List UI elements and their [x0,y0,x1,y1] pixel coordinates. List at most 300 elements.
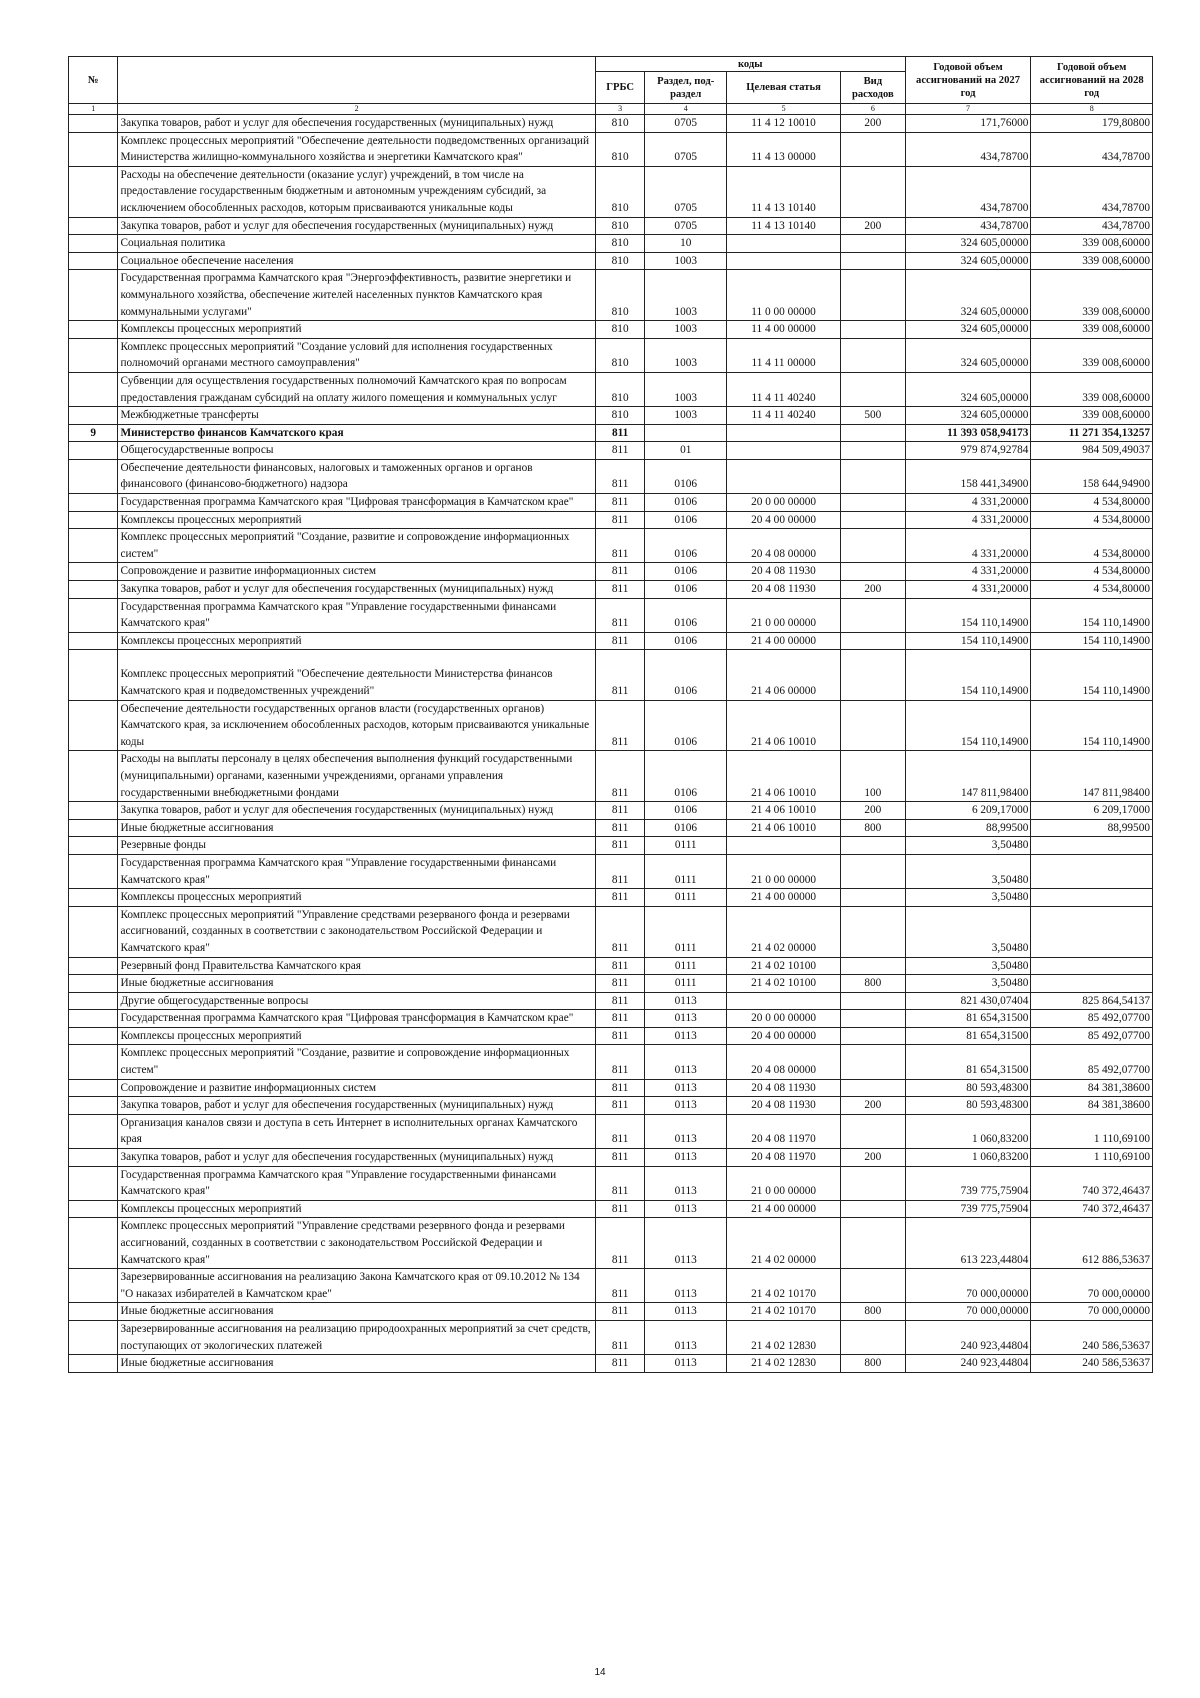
razdel-cell: 0106 [645,494,727,512]
amount-2027-cell: 88,99500 [905,819,1031,837]
target-item-cell: 20 0 00 00000 [727,494,841,512]
grbs-cell: 811 [595,581,644,599]
razdel-cell: 0106 [645,819,727,837]
grbs-cell: 810 [595,372,644,406]
row-name-cell: Комплекс процессных мероприятий "Управление средствами резерваного фонда и резервами ассигнований, созданных в соответствии с законодательством Российской Федерации и Камчатского края" [118,906,595,957]
razdel-cell: 0106 [645,563,727,581]
row-number-cell [69,563,118,581]
table-row [69,700,1153,751]
expense-type-cell: 200 [841,115,906,133]
budget-allocation-table [68,56,1153,1373]
amount-2028-cell: 339 008,60000 [1031,235,1153,253]
amount-2028-cell: 339 008,60000 [1031,372,1153,406]
table-row [69,1200,1153,1218]
amount-2027-cell: 80 593,48300 [905,1079,1031,1097]
amount-2027-cell: 80 593,48300 [905,1097,1031,1115]
expense-type-cell [841,563,906,581]
expense-type-cell: 200 [841,1097,906,1115]
column-number: 2 [118,104,595,115]
target-item-cell: 20 4 08 11930 [727,581,841,599]
amount-2028-cell: 740 372,46437 [1031,1166,1153,1200]
amount-2028-cell [1031,854,1153,888]
razdel-cell: 1003 [645,270,727,321]
table-row [69,115,1153,133]
row-name-cell: Резервный фонд Правительства Камчатского края [118,957,595,975]
grbs-cell: 811 [595,992,644,1010]
amount-2027-cell: 4 331,20000 [905,529,1031,563]
target-item-cell: 21 4 02 10170 [727,1303,841,1321]
expense-type-cell [841,235,906,253]
row-number-cell [69,321,118,339]
row-number-cell [69,975,118,993]
row-number-cell [69,957,118,975]
target-item-cell: 20 0 00 00000 [727,1010,841,1028]
amount-2028-cell: 179,80800 [1031,115,1153,133]
amount-2028-cell: 154 110,14900 [1031,632,1153,650]
grbs-cell: 810 [595,132,644,166]
razdel-cell: 0111 [645,906,727,957]
table-row [69,459,1153,493]
expense-type-cell [841,992,906,1010]
amount-2028-cell: 612 886,53637 [1031,1218,1153,1269]
razdel-cell: 0705 [645,132,727,166]
expense-type-cell [841,511,906,529]
table-row [69,563,1153,581]
expense-type-cell: 800 [841,975,906,993]
razdel-cell: 0106 [645,529,727,563]
amount-2027-cell: 979 874,92784 [905,442,1031,460]
row-name-cell: Иные бюджетные ассигнования [118,1303,595,1321]
amount-2027-cell: 81 654,31500 [905,1045,1031,1079]
amount-2027-cell: 434,78700 [905,132,1031,166]
row-name-cell: Комплексы процессных мероприятий [118,1027,595,1045]
amount-2028-cell: 339 008,60000 [1031,321,1153,339]
amount-2027-cell: 739 775,75904 [905,1200,1031,1218]
amount-2027-cell: 3,50480 [905,854,1031,888]
table-row [69,424,1153,442]
target-item-cell [727,424,841,442]
header-grbs: ГРБС [595,72,644,104]
expense-type-cell [841,1114,906,1148]
amount-2028-cell: 88,99500 [1031,819,1153,837]
target-item-cell: 11 0 00 00000 [727,270,841,321]
amount-2028-cell: 85 492,07700 [1031,1045,1153,1079]
target-item-cell [727,992,841,1010]
expense-type-cell [841,459,906,493]
target-item-cell [727,459,841,493]
amount-2027-cell: 240 923,44804 [905,1355,1031,1373]
grbs-cell: 811 [595,1079,644,1097]
table-row [69,957,1153,975]
table-row [69,837,1153,855]
expense-type-cell [841,1269,906,1303]
amount-2027-cell: 3,50480 [905,889,1031,907]
razdel-cell: 0113 [645,992,727,1010]
row-number-cell [69,1269,118,1303]
expense-type-cell: 800 [841,1355,906,1373]
row-number-cell: 9 [69,424,118,442]
grbs-cell: 810 [595,166,644,217]
amount-2027-cell: 1 060,83200 [905,1149,1031,1167]
amount-2028-cell: 339 008,60000 [1031,252,1153,270]
expense-type-cell [841,1218,906,1269]
row-number-cell [69,802,118,820]
table-row [69,252,1153,270]
row-number-cell [69,1149,118,1167]
amount-2027-cell: 324 605,00000 [905,321,1031,339]
row-name-cell: Обеспечение деятельности финансовых, налоговых и таможенных органов и органов финансового (финансово-бюджетного) надзора [118,459,595,493]
amount-2028-cell: 154 110,14900 [1031,700,1153,751]
amount-2027-cell: 821 430,07404 [905,992,1031,1010]
amount-2028-cell: 434,78700 [1031,166,1153,217]
row-name-cell: Организация каналов связи и доступа в сеть Интернет в исполнительных органах Камчатского края [118,1114,595,1148]
amount-2028-cell: 4 534,80000 [1031,563,1153,581]
row-name-cell: Межбюджетные трансферты [118,407,595,425]
row-name-cell: Государственная программа Камчатского края "Энергоэффективность, развитие энергетики и коммунального хозяйства, обеспечение жителей населенных пунктов Камчатского края коммунальными услугами" [118,270,595,321]
row-number-cell [69,1303,118,1321]
razdel-cell: 0106 [645,598,727,632]
table-row [69,819,1153,837]
row-name-cell: Другие общегосударственные вопросы [118,992,595,1010]
target-item-cell: 20 4 08 11970 [727,1149,841,1167]
grbs-cell: 811 [595,1045,644,1079]
table-row [69,166,1153,217]
grbs-cell: 811 [595,975,644,993]
row-number-cell [69,252,118,270]
amount-2028-cell: 1 110,69100 [1031,1114,1153,1148]
target-item-cell: 11 4 13 10140 [727,166,841,217]
row-number-cell [69,442,118,460]
table-row [69,321,1153,339]
amount-2027-cell: 171,76000 [905,115,1031,133]
target-item-cell: 11 4 11 40240 [727,372,841,406]
row-name-cell: Комплексы процессных мероприятий [118,321,595,339]
razdel-cell: 0113 [645,1010,727,1028]
table-row [69,992,1153,1010]
expense-type-cell [841,338,906,372]
table-row [69,494,1153,512]
target-item-cell: 20 4 08 11930 [727,563,841,581]
row-number-cell [69,751,118,802]
column-number: 1 [69,104,118,115]
column-number: 8 [1031,104,1153,115]
razdel-cell [645,424,727,442]
row-number-cell [69,819,118,837]
expense-type-cell [841,424,906,442]
target-item-cell: 21 4 06 00000 [727,650,841,700]
table-row [69,1097,1153,1115]
target-item-cell: 21 4 02 10100 [727,957,841,975]
razdel-cell: 01 [645,442,727,460]
razdel-cell: 0113 [645,1166,727,1200]
row-number-cell [69,115,118,133]
row-number-cell [69,459,118,493]
amount-2027-cell: 154 110,14900 [905,632,1031,650]
table-row [69,802,1153,820]
amount-2028-cell: 154 110,14900 [1031,598,1153,632]
razdel-cell: 0113 [645,1027,727,1045]
row-number-cell [69,837,118,855]
table-row [69,132,1153,166]
row-name-cell: Комплексы процессных мероприятий [118,632,595,650]
grbs-cell: 811 [595,632,644,650]
table-row [69,889,1153,907]
expense-type-cell [841,1045,906,1079]
amount-2027-cell: 434,78700 [905,217,1031,235]
amount-2028-cell: 339 008,60000 [1031,270,1153,321]
razdel-cell: 0111 [645,889,727,907]
target-item-cell: 21 4 00 00000 [727,889,841,907]
table-row [69,1010,1153,1028]
row-name-cell: Расходы на обеспечение деятельности (оказание услуг) учреждений, в том числе на предоставление государственным бюджетным и автономным учреждениям субсидий, за исключением обособленных расходов, которым присваиваются уникальные коды [118,166,595,217]
table-row [69,632,1153,650]
amount-2028-cell: 70 000,00000 [1031,1303,1153,1321]
razdel-cell: 0106 [645,581,727,599]
amount-2027-cell: 1 060,83200 [905,1114,1031,1148]
row-number-cell [69,372,118,406]
row-number-cell [69,598,118,632]
grbs-cell: 811 [595,563,644,581]
row-name-cell: Социальная политика [118,235,595,253]
row-name-cell: Закупка товаров, работ и услуг для обеспечения государственных (муниципальных) нужд [118,1149,595,1167]
amount-2028-cell: 147 811,98400 [1031,751,1153,802]
header-year-2028: Годовой объем ассигнований на 2028 год [1031,57,1153,104]
grbs-cell: 810 [595,407,644,425]
target-item-cell: 21 4 06 10010 [727,802,841,820]
row-name-cell: Комплексы процессных мероприятий [118,1200,595,1218]
table-row [69,442,1153,460]
grbs-cell: 811 [595,598,644,632]
row-number-cell [69,632,118,650]
table-row [69,372,1153,406]
amount-2027-cell: 3,50480 [905,906,1031,957]
amount-2027-cell: 324 605,00000 [905,270,1031,321]
column-number: 6 [841,104,906,115]
amount-2028-cell: 240 586,53637 [1031,1320,1153,1354]
table-row [69,217,1153,235]
row-number-cell [69,511,118,529]
amount-2027-cell: 154 110,14900 [905,598,1031,632]
row-name-cell: Обеспечение деятельности государственных органов власти (государственных органов) Камчатского края, за исключением обособленных расходов, которым присваиваются уникальные коды [118,700,595,751]
row-name-cell: Государственная программа Камчатского края "Управление государственными финансами Камчатского края" [118,598,595,632]
amount-2028-cell: 158 644,94900 [1031,459,1153,493]
expense-type-cell [841,442,906,460]
razdel-cell: 0113 [645,1045,727,1079]
amount-2027-cell: 154 110,14900 [905,700,1031,751]
grbs-cell: 811 [595,1303,644,1321]
row-name-cell: Государственная программа Камчатского края "Управление государственными финансами Камчатского края" [118,854,595,888]
amount-2027-cell: 158 441,34900 [905,459,1031,493]
table-row [69,1218,1153,1269]
expense-type-cell [841,529,906,563]
column-number: 3 [595,104,644,115]
table-row [69,1149,1153,1167]
razdel-cell: 0113 [645,1355,727,1373]
row-number-cell [69,700,118,751]
table-row [69,751,1153,802]
table-body [69,115,1153,1373]
target-item-cell: 20 4 08 11930 [727,1079,841,1097]
expense-type-cell: 200 [841,1149,906,1167]
row-name-cell: Комплекс процессных мероприятий "Обеспечение деятельности подведомственных организаций Министерства жилищно-коммунального хозяйства и энергетики Камчатского края" [118,132,595,166]
amount-2028-cell: 434,78700 [1031,132,1153,166]
razdel-cell: 0111 [645,957,727,975]
amount-2028-cell [1031,837,1153,855]
amount-2027-cell: 739 775,75904 [905,1166,1031,1200]
razdel-cell: 0106 [645,511,727,529]
amount-2028-cell: 11 271 354,13257 [1031,424,1153,442]
row-name-cell: Резервные фонды [118,837,595,855]
table-row [69,1114,1153,1148]
amount-2028-cell: 4 534,80000 [1031,511,1153,529]
amount-2027-cell: 154 110,14900 [905,650,1031,700]
target-item-cell: 20 4 08 00000 [727,529,841,563]
amount-2027-cell: 70 000,00000 [905,1303,1031,1321]
header-codes: коды [595,57,905,72]
table-row [69,1303,1153,1321]
target-item-cell [727,252,841,270]
amount-2028-cell [1031,975,1153,993]
grbs-cell: 811 [595,1320,644,1354]
amount-2027-cell: 3,50480 [905,837,1031,855]
razdel-cell: 0111 [645,854,727,888]
table-row [69,1079,1153,1097]
amount-2028-cell: 85 492,07700 [1031,1010,1153,1028]
expense-type-cell [841,906,906,957]
row-name-cell: Закупка товаров, работ и услуг для обеспечения государственных (муниципальных) нужд [118,217,595,235]
row-number-cell [69,407,118,425]
row-number-cell [69,270,118,321]
target-item-cell: 21 4 02 12830 [727,1355,841,1373]
row-name-cell: Расходы на выплаты персоналу в целях обеспечения выполнения функций государственными (муниципальными) органами, казенными учреждениями, органами управления государственными внебюджетными фондами [118,751,595,802]
row-number-cell [69,1355,118,1373]
razdel-cell: 0106 [645,700,727,751]
grbs-cell: 811 [595,889,644,907]
row-name-cell: Закупка товаров, работ и услуг для обеспечения государственных (муниципальных) нужд [118,802,595,820]
amount-2028-cell: 825 864,54137 [1031,992,1153,1010]
row-number-cell [69,235,118,253]
expense-type-cell [841,598,906,632]
grbs-cell: 810 [595,252,644,270]
grbs-cell: 810 [595,338,644,372]
table-row [69,906,1153,957]
grbs-cell: 811 [595,700,644,751]
target-item-cell: 21 4 02 10170 [727,1269,841,1303]
expense-type-cell: 500 [841,407,906,425]
row-number-cell [69,1079,118,1097]
grbs-cell: 810 [595,235,644,253]
expense-type-cell [841,252,906,270]
razdel-cell: 0113 [645,1149,727,1167]
budget-table-sheet [68,56,1153,1373]
grbs-cell: 811 [595,650,644,700]
amount-2027-cell: 3,50480 [905,957,1031,975]
amount-2028-cell: 84 381,38600 [1031,1097,1153,1115]
row-name-cell: Иные бюджетные ассигнования [118,819,595,837]
table-row [69,235,1153,253]
expense-type-cell: 200 [841,581,906,599]
header-razdel: Раздел, под-раздел [645,72,727,104]
table-row [69,511,1153,529]
row-number-cell [69,1166,118,1200]
grbs-cell: 811 [595,529,644,563]
row-name-cell: Зарезервированные ассигнования на реализацию природоохранных мероприятий за счет средств, поступающих от экологических платежей [118,1320,595,1354]
razdel-cell: 0106 [645,802,727,820]
expense-type-cell [841,1200,906,1218]
razdel-cell: 0106 [645,751,727,802]
amount-2028-cell: 154 110,14900 [1031,650,1153,700]
row-name-cell: Закупка товаров, работ и услуг для обеспечения государственных (муниципальных) нужд [118,1097,595,1115]
amount-2028-cell: 339 008,60000 [1031,407,1153,425]
row-name-cell: Комплексы процессных мероприятий [118,511,595,529]
table-row [69,1166,1153,1200]
amount-2027-cell: 324 605,00000 [905,372,1031,406]
grbs-cell: 810 [595,217,644,235]
razdel-cell: 1003 [645,407,727,425]
row-name-cell: Министерство финансов Камчатского края [118,424,595,442]
razdel-cell: 0113 [645,1097,727,1115]
row-number-cell [69,581,118,599]
razdel-cell: 0111 [645,975,727,993]
row-name-cell: Государственная программа Камчатского края "Цифровая трансформация в Камчатском крае" [118,494,595,512]
target-item-cell: 21 4 06 10010 [727,700,841,751]
table-row [69,1269,1153,1303]
table-header [69,57,1153,115]
target-item-cell: 21 4 00 00000 [727,632,841,650]
row-number-cell [69,1045,118,1079]
expense-type-cell [841,700,906,751]
row-number-cell [69,1010,118,1028]
expense-type-cell [841,837,906,855]
target-item-cell [727,442,841,460]
target-item-cell: 11 4 13 10140 [727,217,841,235]
grbs-cell: 811 [595,751,644,802]
amount-2028-cell: 85 492,07700 [1031,1027,1153,1045]
target-item-cell: 21 4 02 00000 [727,1218,841,1269]
expense-type-cell: 100 [841,751,906,802]
row-number-cell [69,1027,118,1045]
amount-2028-cell: 240 586,53637 [1031,1355,1153,1373]
target-item-cell: 21 4 06 10010 [727,819,841,837]
target-item-cell: 21 0 00 00000 [727,1166,841,1200]
row-number-cell [69,217,118,235]
razdel-cell: 0705 [645,166,727,217]
table-row [69,407,1153,425]
amount-2027-cell: 324 605,00000 [905,338,1031,372]
row-name-cell: Государственная программа Камчатского края "Управление государственными финансами Камчатского края" [118,1166,595,1200]
amount-2027-cell: 3,50480 [905,975,1031,993]
target-item-cell: 20 4 00 00000 [727,1027,841,1045]
row-number-cell [69,1097,118,1115]
table-row [69,270,1153,321]
razdel-cell: 0113 [645,1269,727,1303]
row-number-cell [69,166,118,217]
row-number-cell [69,1320,118,1354]
row-number-cell [69,494,118,512]
grbs-cell: 811 [595,1200,644,1218]
amount-2028-cell: 984 509,49037 [1031,442,1153,460]
expense-type-cell [841,1079,906,1097]
expense-type-cell [841,957,906,975]
row-name-cell: Комплекс процессных мероприятий "Обеспечение деятельности Министерства финансов Камчатского края и подведомственных учреждений" [118,650,595,700]
grbs-cell: 811 [595,1097,644,1115]
row-number-cell [69,854,118,888]
razdel-cell: 0113 [645,1303,727,1321]
razdel-cell: 1003 [645,372,727,406]
target-item-cell: 11 4 00 00000 [727,321,841,339]
target-item-cell [727,235,841,253]
target-item-cell [727,837,841,855]
